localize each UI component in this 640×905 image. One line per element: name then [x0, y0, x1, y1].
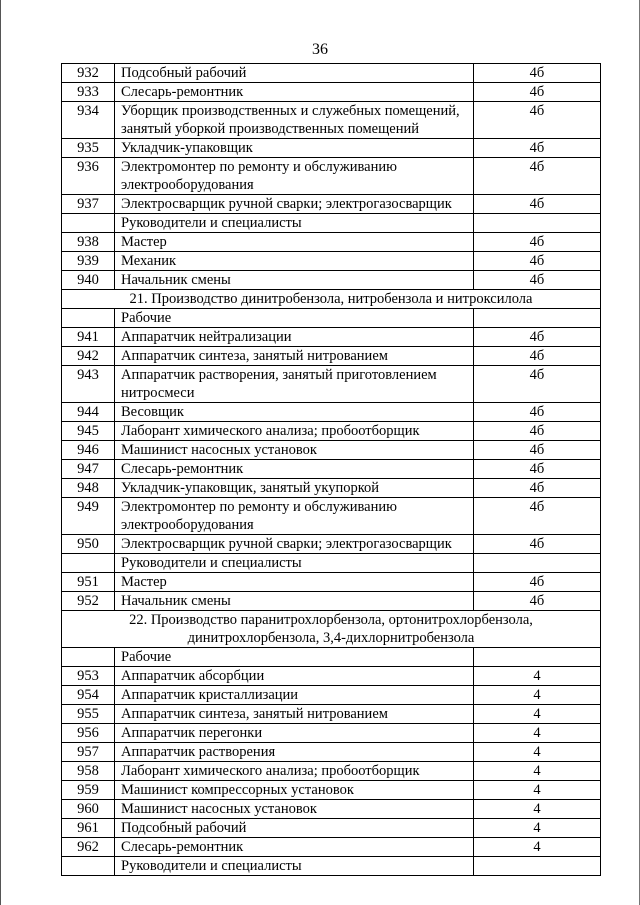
row-value: 4б: [474, 64, 601, 83]
row-number: 938: [62, 233, 115, 252]
row-value: 4: [474, 705, 601, 724]
row-number: 932: [62, 64, 115, 83]
profession-name: Аппаратчик кристаллизации: [115, 686, 474, 705]
table-row: [62, 64, 601, 83]
section-heading-row: [62, 611, 601, 648]
row-number: [62, 309, 115, 328]
row-value: 4б: [474, 233, 601, 252]
profession-name: Аппаратчик нейтрализации: [115, 328, 474, 347]
row-value: 4б: [474, 328, 601, 347]
profession-name: Слесарь-ремонтник: [115, 838, 474, 857]
profession-name: Слесарь-ремонтник: [115, 83, 474, 102]
table-row: [62, 800, 601, 819]
profession-name: Механик: [115, 252, 474, 271]
row-number: 942: [62, 347, 115, 366]
page-number: 36: [312, 41, 328, 58]
row-value: 4б: [474, 158, 601, 195]
profession-name: Аппаратчик синтеза, занятый нитрованием: [115, 347, 474, 366]
row-value: [474, 857, 601, 876]
profession-name: Начальник смены: [115, 592, 474, 611]
row-value: 4б: [474, 139, 601, 158]
row-value: 4б: [474, 195, 601, 214]
row-number: 934: [62, 102, 115, 139]
row-number: 962: [62, 838, 115, 857]
table-row: [62, 781, 601, 800]
row-number: 940: [62, 271, 115, 290]
row-value: 4: [474, 724, 601, 743]
table-row: [62, 102, 601, 139]
profession-name: Лаборант химического анализа; пробоотборщик: [115, 422, 474, 441]
row-number: 952: [62, 592, 115, 611]
row-value: 4б: [474, 252, 601, 271]
table-row: [62, 309, 601, 328]
profession-name: Электромонтер по ремонту и обслуживанию электрооборудования: [115, 498, 474, 535]
row-value: 4б: [474, 441, 601, 460]
row-number: 950: [62, 535, 115, 554]
table-row: [62, 554, 601, 573]
row-value: 4б: [474, 592, 601, 611]
table-row: [62, 648, 601, 667]
profession-name: Машинист компрессорных установок: [115, 781, 474, 800]
row-number: 935: [62, 139, 115, 158]
profession-name: Рабочие: [115, 648, 474, 667]
row-number: 960: [62, 800, 115, 819]
table-row: [62, 705, 601, 724]
profession-name: Машинист насосных установок: [115, 800, 474, 819]
table-row: [62, 252, 601, 271]
row-number: 959: [62, 781, 115, 800]
table-row: [62, 535, 601, 554]
row-number: 944: [62, 403, 115, 422]
row-number: 943: [62, 366, 115, 403]
row-number: 949: [62, 498, 115, 535]
table-row: [62, 667, 601, 686]
table-row: [62, 347, 601, 366]
row-number: 956: [62, 724, 115, 743]
profession-name: Начальник смены: [115, 271, 474, 290]
table-row: [62, 403, 601, 422]
row-value: 4б: [474, 498, 601, 535]
table-row: [62, 214, 601, 233]
table-row: [62, 819, 601, 838]
row-value: 4б: [474, 422, 601, 441]
section-heading: 22. Производство паранитрохлорбензола, ортонитрохлорбензола, динитрохлорбензола, 3,4-дихлорнитробензола: [62, 611, 601, 648]
profession-name: Электромонтер по ремонту и обслуживанию электрооборудования: [115, 158, 474, 195]
table-row: [62, 271, 601, 290]
table-row: [62, 366, 601, 403]
row-number: 961: [62, 819, 115, 838]
row-number: 958: [62, 762, 115, 781]
row-number: 937: [62, 195, 115, 214]
profession-name: Подсобный рабочий: [115, 64, 474, 83]
profession-name: Мастер: [115, 573, 474, 592]
row-value: 4б: [474, 403, 601, 422]
row-value: [474, 214, 601, 233]
row-number: 945: [62, 422, 115, 441]
row-value: 4: [474, 743, 601, 762]
profession-name: Укладчик-упаковщик: [115, 139, 474, 158]
table-row: [62, 422, 601, 441]
profession-name: Электросварщик ручной сварки; электрогазосварщик: [115, 535, 474, 554]
row-value: 4: [474, 781, 601, 800]
table-row: [62, 328, 601, 347]
row-value: 4б: [474, 102, 601, 139]
table-row: [62, 83, 601, 102]
row-number: [62, 857, 115, 876]
table-row: [62, 498, 601, 535]
row-value: 4: [474, 838, 601, 857]
row-number: [62, 648, 115, 667]
profession-table: [61, 63, 601, 876]
row-value: 4: [474, 686, 601, 705]
row-value: [474, 648, 601, 667]
profession-name: Аппаратчик растворения: [115, 743, 474, 762]
profession-name: Аппаратчик синтеза, занятый нитрованием: [115, 705, 474, 724]
profession-name: Лаборант химического анализа; пробоотборщик: [115, 762, 474, 781]
table-row: [62, 857, 601, 876]
table-row: [62, 762, 601, 781]
profession-name: Мастер: [115, 233, 474, 252]
section-heading-row: [62, 290, 601, 309]
row-value: 4б: [474, 271, 601, 290]
table-row: [62, 479, 601, 498]
profession-name: Рабочие: [115, 309, 474, 328]
row-number: 933: [62, 83, 115, 102]
row-value: 4б: [474, 347, 601, 366]
profession-name: Уборщик производственных и служебных помещений, занятый уборкой производственных помещений: [115, 102, 474, 139]
row-value: [474, 554, 601, 573]
row-value: 4б: [474, 535, 601, 554]
profession-name: Подсобный рабочий: [115, 819, 474, 838]
profession-name: Машинист насосных установок: [115, 441, 474, 460]
table-row: [62, 573, 601, 592]
row-value: 4: [474, 762, 601, 781]
row-value: 4: [474, 667, 601, 686]
row-number: 936: [62, 158, 115, 195]
row-number: 939: [62, 252, 115, 271]
row-value: 4б: [474, 460, 601, 479]
profession-name: Аппаратчик перегонки: [115, 724, 474, 743]
row-value: 4: [474, 819, 601, 838]
row-number: 947: [62, 460, 115, 479]
table-row: [62, 233, 601, 252]
table-row: [62, 686, 601, 705]
table-row: [62, 460, 601, 479]
section-heading: 21. Производство динитробензола, нитробензола и нитроксилола: [62, 290, 601, 309]
profession-name: Руководители и специалисты: [115, 214, 474, 233]
table-row: [62, 158, 601, 195]
table-row: [62, 139, 601, 158]
profession-name: Аппаратчик абсорбции: [115, 667, 474, 686]
row-value: 4б: [474, 573, 601, 592]
row-number: 955: [62, 705, 115, 724]
profession-name: Слесарь-ремонтник: [115, 460, 474, 479]
row-number: 954: [62, 686, 115, 705]
row-number: 957: [62, 743, 115, 762]
row-value: 4: [474, 800, 601, 819]
table-row: [62, 195, 601, 214]
table-row: [62, 592, 601, 611]
row-number: 948: [62, 479, 115, 498]
row-number: 951: [62, 573, 115, 592]
row-number: [62, 554, 115, 573]
profession-name: Весовщик: [115, 403, 474, 422]
profession-name: Электросварщик ручной сварки; электрогазосварщик: [115, 195, 474, 214]
profession-name: Руководители и специалисты: [115, 554, 474, 573]
table-row: [62, 441, 601, 460]
row-value: [474, 309, 601, 328]
row-value: 4б: [474, 479, 601, 498]
row-value: 4б: [474, 83, 601, 102]
table-row: [62, 724, 601, 743]
profession-name: Руководители и специалисты: [115, 857, 474, 876]
row-number: [62, 214, 115, 233]
row-number: 946: [62, 441, 115, 460]
profession-name: Аппаратчик растворения, занятый приготовлением нитросмеси: [115, 366, 474, 403]
row-value: 4б: [474, 366, 601, 403]
table-row: [62, 838, 601, 857]
profession-name: Укладчик-упаковщик, занятый укупоркой: [115, 479, 474, 498]
row-number: 941: [62, 328, 115, 347]
table-row: [62, 743, 601, 762]
row-number: 953: [62, 667, 115, 686]
